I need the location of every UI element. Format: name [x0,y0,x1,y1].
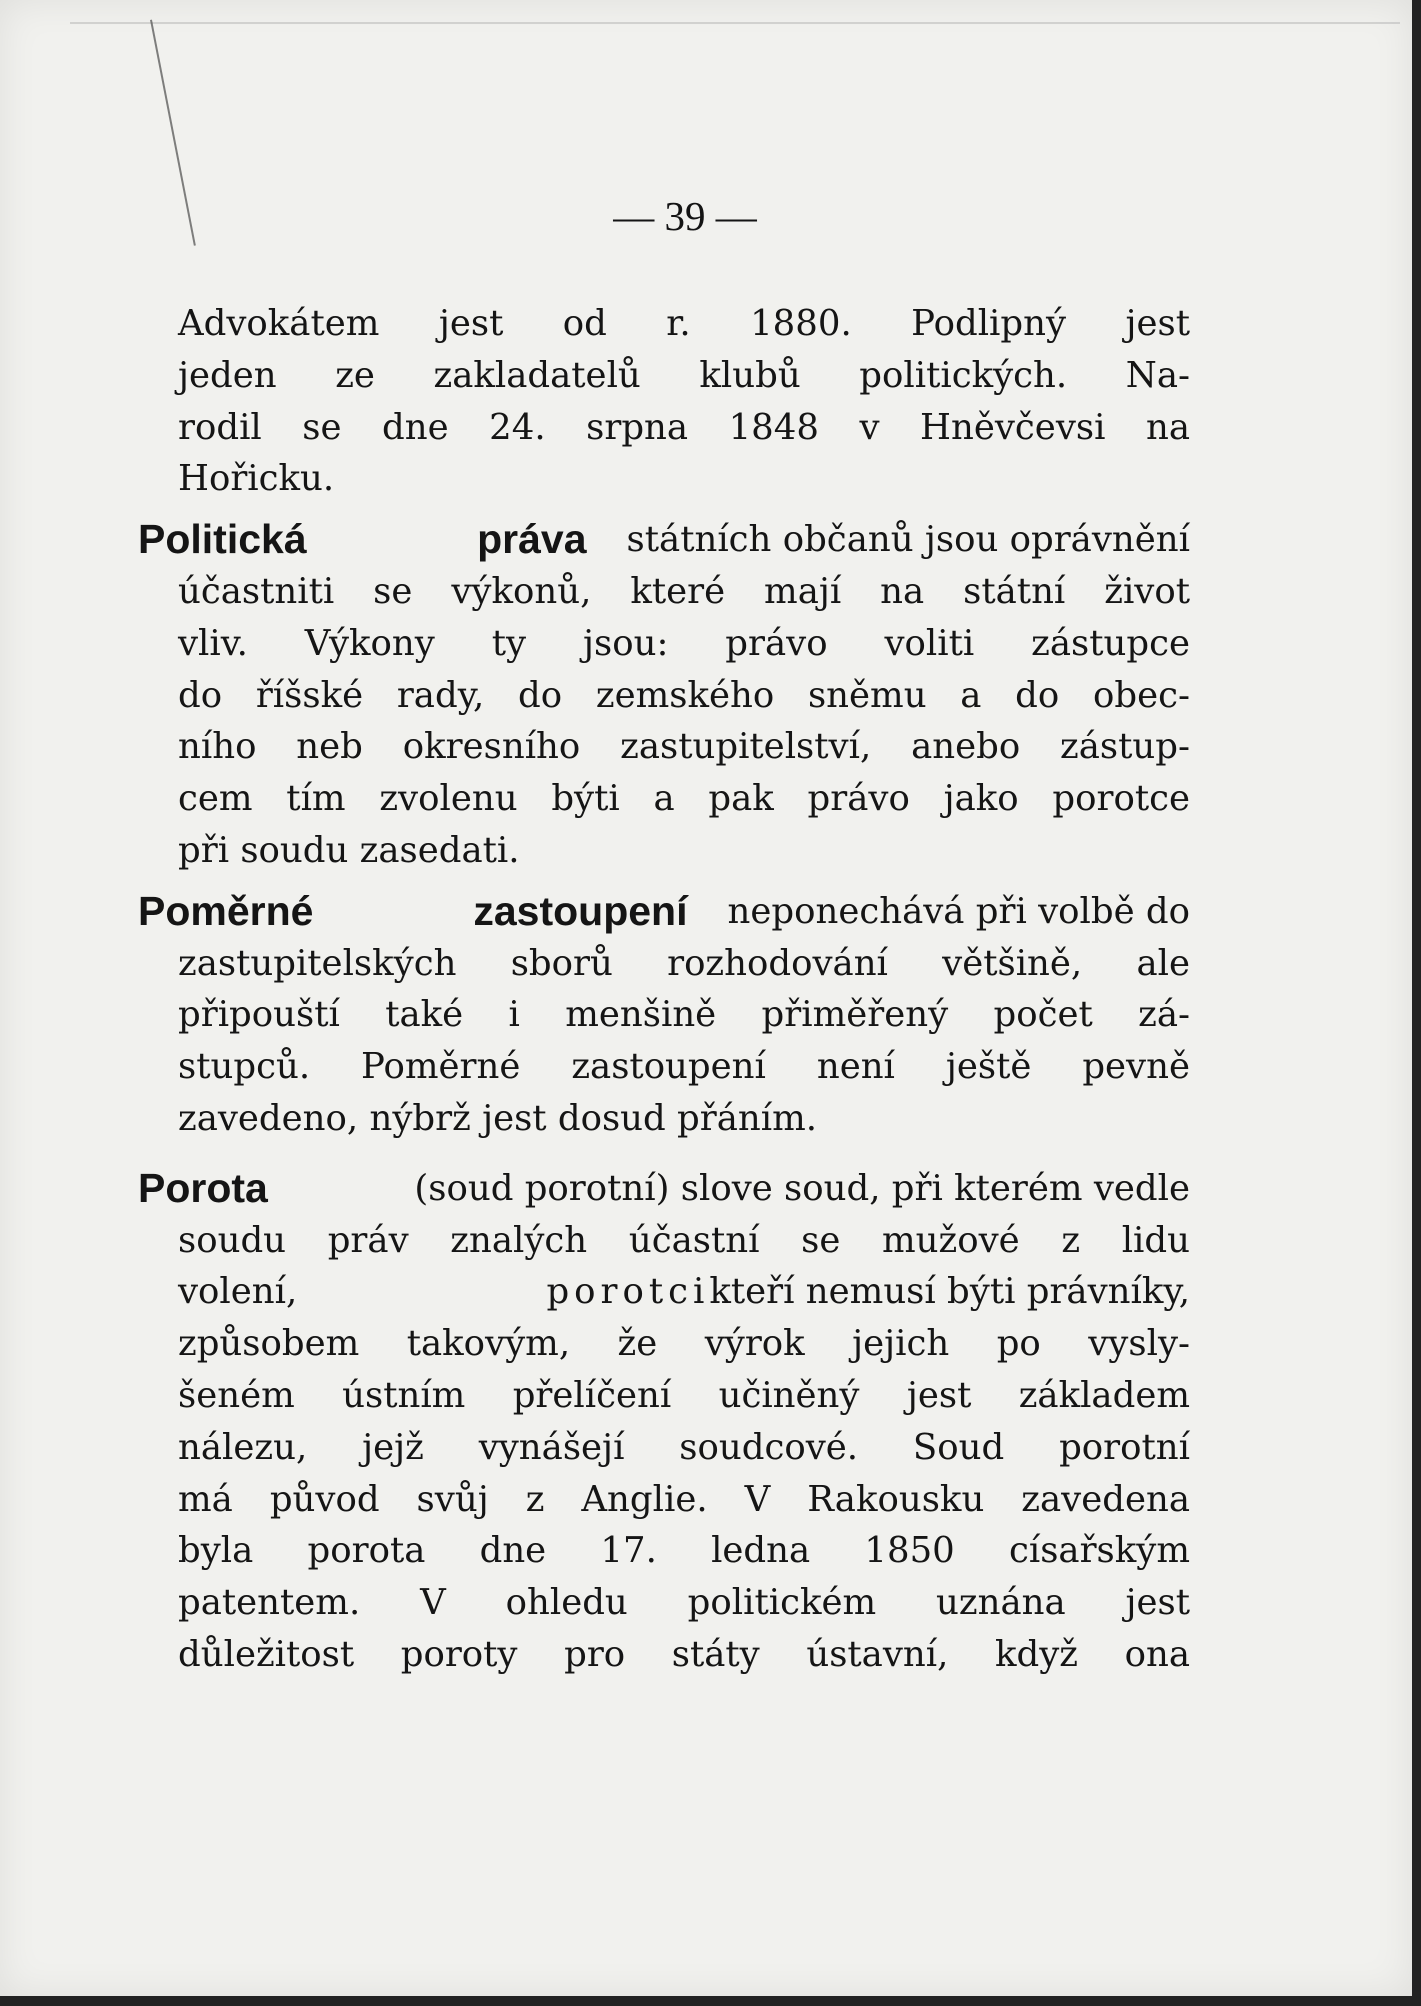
text-line: soudu práv znalých účastní se mužové z lidu [178,1219,1190,1261]
scan-edge-bottom [0,1996,1421,2006]
text-line [138,1163,1190,1215]
text-line: šeném ústním přelíčení učiněný jest základem [178,1374,1190,1416]
text-line: způsobem takovým, že výrok jejich po vysly- [178,1323,1190,1365]
text-line: připouští také i menšině přiměřený počet zá- [178,994,1190,1036]
entry-term: Politická práva [138,516,587,563]
entry-pomerne-zastoupeni [138,886,1190,1145]
entry-term: Porota [138,1164,268,1211]
text-line: stupců. Poměrné zastoupení není ještě pevně [178,1046,1190,1088]
text-line: Advokátem jest od r. 1880. Podlipný jest [178,303,1190,344]
entry-first-line: neponechává při volbě do [727,890,1190,932]
text-line [138,886,1190,938]
text-line: důležitost poroty pro státy ústavní, když ona [178,1633,1190,1675]
scan-edge-right [1412,0,1421,2006]
entry-politicka-prava [138,514,1190,877]
text-line: má původ svůj z Anglie. V Rakousku zavedena [178,1478,1190,1520]
page-edge-line [70,22,1400,24]
text-line: nálezu, jejž vynášejí soudcové. Soud porotní [178,1426,1190,1468]
text-line: vliv. Výkony ty jsou: právo voliti zástupce [178,622,1190,664]
text-line [138,514,1190,566]
text-fragment: volení, [178,1271,298,1313]
text-line: patentem. V ohledu politickém uznána jest [178,1582,1190,1624]
text-line: účastniti se výkonů, které mají na státní život [178,570,1190,612]
text-line: Hořicku. [178,458,335,500]
text-line: byla porota dne 17. ledna 1850 císařským [178,1530,1190,1572]
paragraph-podlipny [178,298,1190,505]
text-line: zavedeno, nýbrž jest dosud přáním. [178,1097,818,1139]
text-line: do říšské rady, do zemského sněmu a do obec- [178,674,1190,716]
text-line [178,1266,1190,1318]
entry-term: Poměrné zastoupení [138,887,688,934]
text-line: rodil se dne 24. srpna 1848 v Hněvčevsi na [178,406,1190,448]
text-line: ního neb okresního zastupitelství, anebo zástup- [178,726,1190,768]
body-text [138,298,1190,1681]
page-number: — 39 — [613,193,757,239]
text-line: cem tím zvolenu býti a pak právo jako porotce [178,778,1190,820]
text-line: při soudu zasedati. [178,829,520,871]
entry-first-line: státních občanů jsou oprávnění [626,519,1190,561]
text-line: zastupitelských sborů rozhodování většině, ale [178,942,1190,984]
text-fragment: kteří nemusí býti právníky, [709,1271,1190,1313]
spaced-term: porotci [546,1271,710,1313]
page-crease-mark [150,20,196,246]
entry-porota [138,1163,1190,1681]
text-line: jeden ze zakladatelů klubů politických. Na- [178,354,1190,396]
entry-first-line: (soud porotní) slove soud, při kterém vedle [414,1167,1190,1209]
